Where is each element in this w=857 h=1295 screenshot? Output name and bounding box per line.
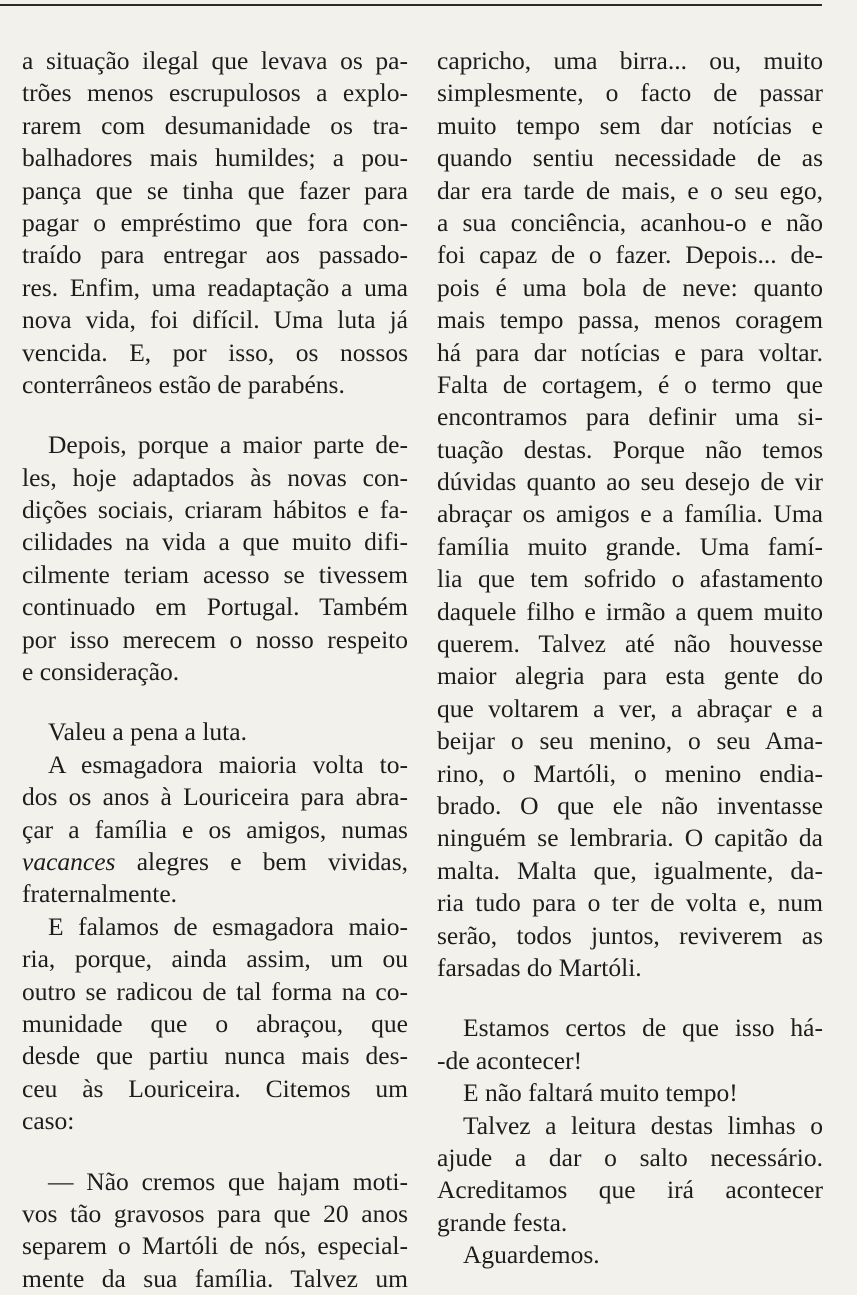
right-column xyxy=(437,45,823,1271)
top-rule xyxy=(0,4,822,6)
text-line: por isso merecem o nosso respeito xyxy=(22,624,408,654)
text-line: A esmagadora maioria volta to- xyxy=(48,749,408,779)
text-line: muito tempo sem dar notícias e xyxy=(437,110,823,140)
text-line: maior alegria para esta gente do xyxy=(437,661,823,691)
text-line: tuação destas. Porque não temos xyxy=(437,434,823,464)
text-line: çar a família e os amigos, numas xyxy=(22,814,408,844)
text-line: rino, o Martóli, o menino endia- xyxy=(437,758,823,788)
text-line: a situação ilegal que levava os pa- xyxy=(22,46,408,75)
text-line: família muito grande. Uma famí- xyxy=(437,531,823,561)
text-line: les, hoje adaptados às novas con- xyxy=(22,462,408,492)
text-line: querem. Talvez até não houvesse xyxy=(437,629,823,659)
text-line: pois é uma bola de neve: quanto xyxy=(437,272,823,302)
text-line: Aguardemos. xyxy=(463,1240,600,1270)
text-line: cilidades na vida a que muito difi- xyxy=(22,527,408,557)
text-line: grande festa. xyxy=(437,1207,568,1237)
text-line: dições sociais, criaram hábitos e fa- xyxy=(22,495,408,525)
text-line: a sua conciência, acanhou-o e não xyxy=(437,207,823,237)
text-line: vencida. E, por isso, os nossos xyxy=(22,337,408,367)
text-line: outro se radicou de tal forma na co- xyxy=(22,976,408,1006)
text-line: vos tão gravosos para que 20 anos xyxy=(22,1198,408,1228)
text-line: rarem com desumanidade os tra- xyxy=(22,110,408,140)
text-line: Falta de cortagem, é o termo que xyxy=(437,369,823,399)
text-line: ajude a dar o salto necessário. xyxy=(437,1142,823,1172)
text-line: mais tempo passa, menos coragem xyxy=(437,305,823,335)
text-line: foi capaz de o fazer. Depois... de- xyxy=(437,240,823,270)
text-line: balhadores mais humildes; a pou- xyxy=(22,143,408,173)
text-line: e consideração. xyxy=(22,657,180,687)
text-line: há para dar notícias e para voltar. xyxy=(437,337,823,367)
text-line: nova vida, foi difícil. Uma luta já xyxy=(22,305,408,335)
italic-word: vacances xyxy=(22,846,116,876)
text-line: Valeu a pena a luta. xyxy=(48,717,247,747)
text-line xyxy=(22,846,408,878)
text-line: — Não cremos que hajam moti- xyxy=(48,1166,408,1196)
text-line: encontramos para definir uma si- xyxy=(437,402,823,432)
text-line: capricho, uma birra... ou, muito xyxy=(437,46,823,75)
text-line: que voltarem a ver, a abraçar e a xyxy=(437,693,823,723)
text-line: malta. Malta que, igualmente, da- xyxy=(437,855,823,885)
text-line: res. Enfim, uma readaptação a uma xyxy=(22,272,408,302)
text-line: separem o Martóli de nós, especial- xyxy=(22,1231,408,1261)
text-line: conterrâneos estão de parabéns. xyxy=(22,369,345,399)
text-line: beijar o seu menino, o seu Ama- xyxy=(437,726,823,756)
text-line: brado. O que ele não inventasse xyxy=(437,790,823,820)
text-line: E falamos de esmagadora maio- xyxy=(48,911,408,941)
text-line: cilmente teriam acesso se tivessem xyxy=(22,559,408,589)
text-line: Estamos certos de que isso há- xyxy=(463,1013,823,1043)
text-line: dúvidas quanto ao seu desejo de vir xyxy=(437,467,823,497)
text-line: Talvez a leitura destas limhas o xyxy=(463,1110,823,1140)
text-line: E não faltará muito tempo! xyxy=(463,1078,738,1108)
left-column xyxy=(22,45,408,1295)
text-line: lia que tem sofrido o afastamento xyxy=(437,564,823,594)
text-line: serão, todos juntos, reviverem as xyxy=(437,920,823,950)
text-line: dar era tarde de mais, e o seu ego, xyxy=(437,175,823,205)
text-line: ceu às Louriceira. Citemos um xyxy=(22,1073,408,1103)
text-line: -de acontecer! xyxy=(437,1045,583,1075)
text-line: daquele filho e irmão a quem muito xyxy=(437,596,823,626)
text-line: munidade que o abraçou, que xyxy=(22,1008,408,1038)
text-line: pança que se tinha que fazer para xyxy=(22,175,408,205)
text-line: continuado em Portugal. Também xyxy=(22,592,408,622)
text-line: traído para entregar aos passado- xyxy=(22,240,408,270)
text-line: ria tudo para o ter de volta e, num xyxy=(437,888,823,918)
text-line: dos os anos à Louriceira para abra- xyxy=(22,782,408,812)
text-line: ninguém se lembraria. O capitão da xyxy=(437,823,823,853)
text-line: pagar o empréstimo que fora con- xyxy=(22,207,408,237)
text-line: Acreditamos que irá acontecer xyxy=(437,1175,823,1205)
text-line: fraternalmente. xyxy=(22,879,178,909)
text-line: trões menos escrupulosos a explo- xyxy=(22,78,408,108)
text-line: farsadas do Martóli. xyxy=(437,952,642,982)
text-line: Depois, porque a maior parte de- xyxy=(48,430,408,460)
text-segment: alegres e bem vividas, xyxy=(115,846,408,876)
text-line: simplesmente, o facto de passar xyxy=(437,78,823,108)
text-line: caso: xyxy=(22,1106,75,1136)
text-line: quando sentiu necessidade de as xyxy=(437,143,823,173)
text-line: desde que partiu nunca mais des- xyxy=(22,1041,408,1071)
text-line: abraçar os amigos e a família. Uma xyxy=(437,499,823,529)
text-line: ria, porque, ainda assim, um ou xyxy=(22,944,408,974)
text-line: mente da sua família. Talvez um xyxy=(22,1263,408,1293)
